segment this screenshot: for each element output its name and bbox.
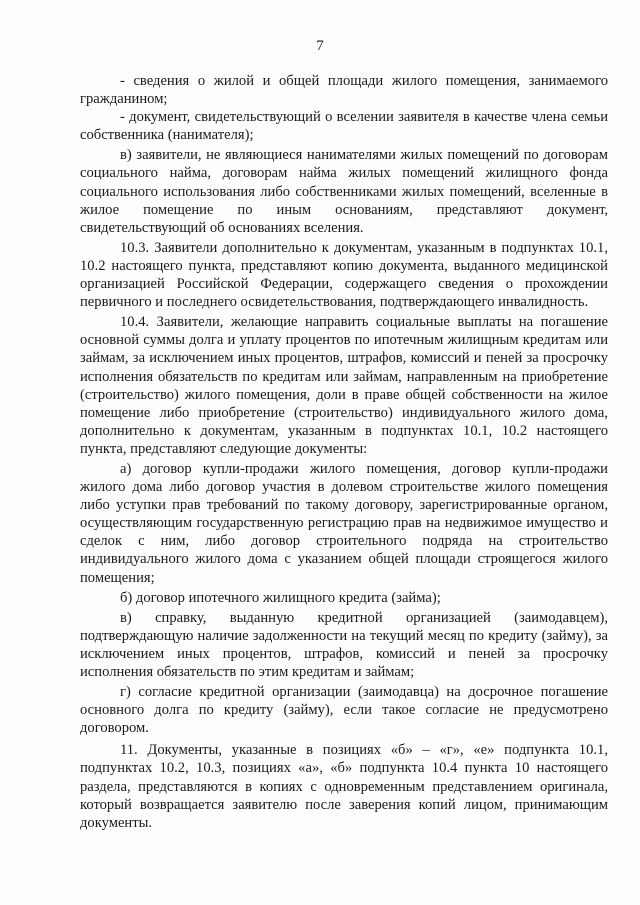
- document-body: [80, 72, 608, 832]
- paragraph-item-a-contract: а) договор купли-продажи жилого помещения, договор купли-продажи жилого дома либо договор участия в долевом строительстве жилого помещения либо уступки прав требований по такому договору, зарегистрированные органом, осуществляющим государственную регистрацию прав на недвижимое имущество и сделок с ним, либо договор строительного подряда на строительство индивидуального жилого дома с указанием общей площади строящегося жилого помещения;: [80, 460, 608, 586]
- paragraph-item-b-mortgage: б) договор ипотечного жилищного кредита (займа);: [120, 589, 441, 606]
- paragraph-10-4: 10.4. Заявители, желающие направить социальные выплаты на погашение основной суммы долга и уплату процентов по ипотечным жилищным кредитам или займам, за исключением иных процентов, штрафов, комиссий и пеней за просрочку исполнения обязательств по кредитам или займам, направленным на приобретение (строительство) жилого помещения, доли в праве общей собственности на жилое помещение либо приобретение (строительство) индивидуального жилого дома, дополнительно к документам, указанным в подпунктах 10.1, 10.2 настоящего пункта, представляют следующие документы:: [80, 314, 608, 457]
- paragraph-item-v-other-grounds: в) заявители, не являющиеся нанимателями жилых помещений по договорам социального найма, договорам найма жилых помещений жилищного фонда социального использования либо собственниками жилых помещений, вселенные в жилое помещение по иным основаниям, представляют документ, свидетельствующий об основаниях вселения.: [80, 147, 608, 236]
- page-number: 7: [316, 38, 324, 54]
- paragraph-item-g-consent: г) согласие кредитной организации (заимодавца) на досрочное погашение основного долга по кредиту (займу), если такое согласие не предусмотрено договором.: [80, 684, 608, 737]
- paragraph-item-v-certificate: в) справку, выданную кредитной организацией (заимодавцем), подтверждающую наличие задолженности на текущий месяц по кредиту (займу), за исключением иных процентов, штрафов, комиссий и пеней за просрочку исполнения обязательств по этим кредитам и займам;: [80, 609, 608, 680]
- paragraph-settlement-document: - документ, свидетельствующий о вселении заявителя в качестве члена семьи собственника (нанимателя);: [80, 109, 608, 144]
- paragraph-11: 11. Документы, указанные в позициях «б» – «г», «е» подпункта 10.1, подпунктах 10.2, 10.3, позициях «а», «б» подпункта 10.4 пункта 10 настоящего раздела, представляются в копиях с одновременным представлением оригинала, который возвращается заявителю после заверения копий лицом, принимающим документы.: [80, 742, 608, 831]
- paragraph-housing-area-info: - сведения о жилой и общей площади жилого помещения, занимаемого гражданином;: [80, 73, 608, 108]
- paragraph-10-3: 10.3. Заявители дополнительно к документам, указанным в подпунктах 10.1, 10.2 настоящего пункта, представляют копию документа, выданного медицинской организацией Российской Федерации, содержащего сведения о прохождении первичного и последнего освидетельствования, подтверждающего инвалидность.: [80, 239, 608, 311]
